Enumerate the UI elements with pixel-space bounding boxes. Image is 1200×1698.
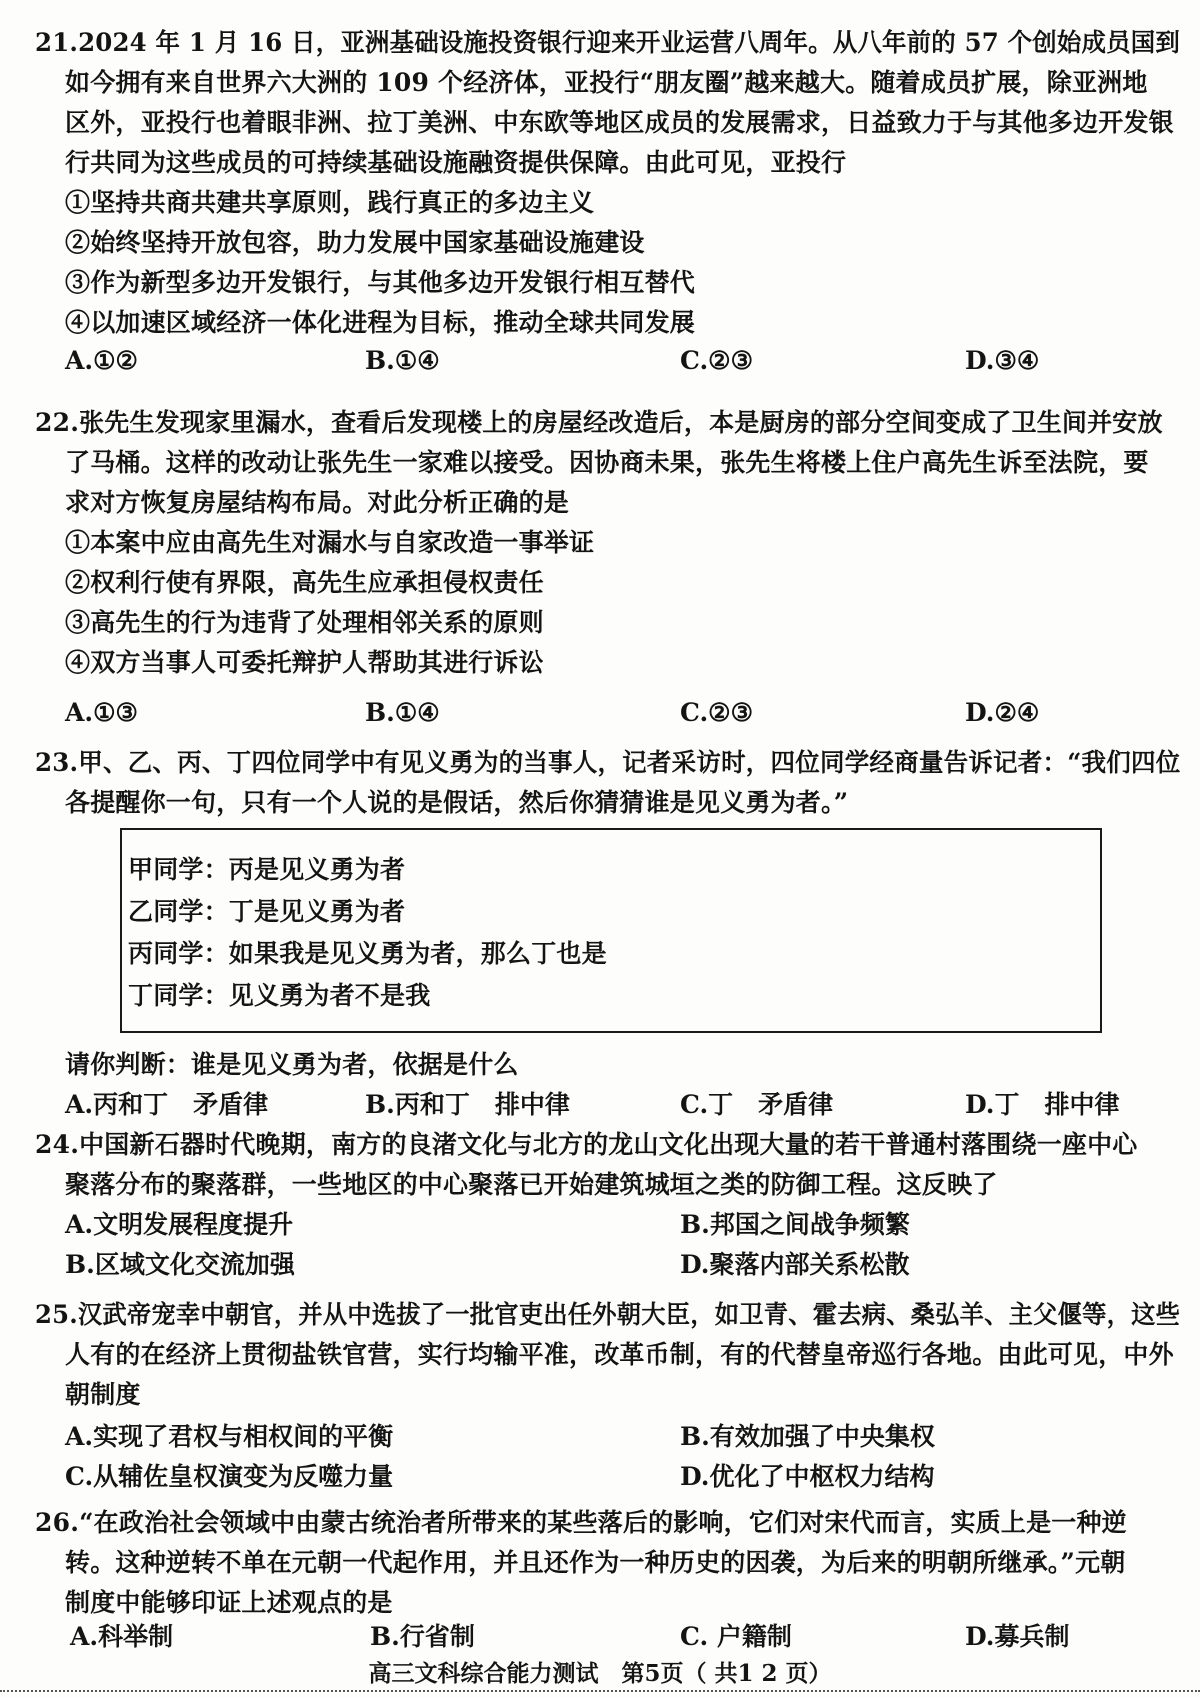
question-26-option-a: A.科举制: [70, 1622, 174, 1651]
question-25-option-c: C.从辅佐皇权演变为反噬力量: [65, 1462, 394, 1491]
question-23-option-b: B.丙和丁 排中律: [365, 1090, 570, 1119]
question-24-option-d: D.聚落内部关系松散: [680, 1250, 910, 1279]
question-23-option-a: A.丙和丁 矛盾律: [65, 1090, 269, 1119]
question-26-stem-line: 制度中能够印证上述观点的是: [65, 1588, 393, 1617]
question-21-item: ②始终坚持开放包容，助力发展中国家基础设施建设: [65, 228, 645, 257]
question-25-stem-line: 朝制度: [65, 1380, 141, 1409]
question-23-option-c: C.丁 矛盾律: [680, 1090, 834, 1119]
question-24-stem-line: 24.中国新石器时代晚期，南方的良渚文化与北方的龙山文化出现大量的若干普通村落围绕一座中心: [35, 1130, 1138, 1159]
question-25-option-b: B.有效加强了中央集权: [680, 1422, 935, 1451]
question-22-item: ①本案中应由高先生对漏水与自家改造一事举证: [65, 528, 595, 557]
question-25-stem-line: 25.汉武帝宠幸中朝官，并从中选拔了一批官吏出任外朝大臣，如卫青、霍去病、桑弘羊、主父偃等，这些: [35, 1300, 1181, 1329]
question-26-option-c: C. 户籍制: [680, 1622, 792, 1651]
question-22-item: ②权利行使有界限，高先生应承担侵权责任: [65, 568, 544, 597]
question-21-item: ④以加速区域经济一体化进程为目标，推动全球共同发展: [65, 308, 696, 337]
question-23-statement: 丁同学：见义勇为者不是我: [128, 981, 431, 1010]
question-23-statement: 丙同学：如果我是见义勇为者，那么丁也是: [128, 939, 607, 968]
question-21-stem-line: 区外，亚投行也着眼非洲、拉丁美洲、中东欧等地区成员的发展需求，日益致力于与其他多边开发银: [65, 108, 1174, 137]
question-21-stem-line: 21.2024 年 1 月 16 日，亚洲基础设施投资银行迎来开业运营八周年。从八年前的 57 个创始成员国到: [35, 28, 1181, 57]
question-22-stem-line: 求对方恢复房屋结构布局。对此分析正确的是: [65, 488, 570, 517]
question-26-stem-line: 转。这种逆转不单在元朝一代起作用，并且还作为一种历史的因袭，为后来的明朝所继承。”元朝: [65, 1548, 1126, 1577]
question-23-statement: 甲同学：丙是见义勇为者: [128, 855, 406, 884]
question-23-stem-line: 各提醒你一句，只有一个人说的是假话，然后你猜猜谁是见义勇为者。”: [65, 788, 849, 817]
question-22-option-a: A.①③: [65, 698, 138, 727]
question-25-option-d: D.优化了中枢权力结构: [680, 1462, 935, 1491]
page-footer: 高三文科综合能力测试 第5页（ 共1 2 页）: [368, 1660, 832, 1687]
question-21-option-d: D.③④: [965, 346, 1040, 375]
question-26-stem-line: 26.“在政治社会领域中由蒙古统治者所带来的某些落后的影响，它们对宋代而言，实质上是一种逆: [35, 1508, 1127, 1537]
question-23-statement: 乙同学：丁是见义勇为者: [128, 897, 406, 926]
question-22-option-b: B.①④: [365, 698, 440, 727]
question-23-prompt: 请你判断：谁是见义勇为者，依据是什么: [65, 1050, 519, 1079]
question-24-option-a: A.文明发展程度提升: [65, 1210, 294, 1239]
question-24-option-c: B.区域文化交流加强: [65, 1250, 295, 1279]
question-25-option-a: A.实现了君权与相权间的平衡: [65, 1422, 394, 1451]
question-22-stem-line: 了马桶。这样的改动让张先生一家难以接受。因协商未果，张先生将楼上住户高先生诉至法院，要: [65, 448, 1149, 477]
question-25-stem-line: 人有的在经济上贯彻盐铁官营，实行均输平准，改革币制，有的代替皇帝巡行各地。由此可见，中外: [65, 1340, 1174, 1369]
question-23-stem-line: 23.甲、乙、丙、丁四位同学中有见义勇为的当事人，记者采访时，四位同学经商量告诉记者：“我们四位: [35, 748, 1181, 777]
question-21-item: ③作为新型多边开发银行，与其他多边开发银行相互替代: [65, 268, 696, 297]
question-22-item: ③高先生的行为违背了处理相邻关系的原则: [65, 608, 544, 637]
question-21-option-b: B.①④: [365, 346, 440, 375]
question-26-option-b: B.行省制: [370, 1622, 475, 1651]
question-22-option-c: C.②③: [680, 698, 753, 727]
question-21-stem-line: 行共同为这些成员的可持续基础设施融资提供保障。由此可见，亚投行: [65, 148, 847, 177]
question-22-option-d: D.②④: [965, 698, 1040, 727]
question-24-option-b: B.邦国之间战争频繁: [680, 1210, 910, 1239]
question-24-stem-line: 聚落分布的聚落群，一些地区的中心聚落已开始建筑城垣之类的防御工程。这反映了: [65, 1170, 998, 1199]
question-21-item: ①坚持共商共建共享原则，践行真正的多边主义: [65, 188, 595, 217]
perforation-line: [0, 1690, 1200, 1692]
question-21-option-a: A.①②: [65, 346, 138, 375]
question-21-option-c: C.②③: [680, 346, 753, 375]
question-23-option-d: D.丁 排中律: [965, 1090, 1120, 1119]
question-22-stem-line: 22.张先生发现家里漏水，查看后发现楼上的房屋经改造后，本是厨房的部分空间变成了卫生间并安放: [35, 408, 1163, 437]
question-21-stem-line: 如今拥有来自世界六大洲的 109 个经济体，亚投行“朋友圈”越来越大。随着成员扩展，除亚洲地: [65, 68, 1148, 97]
question-26-option-d: D.募兵制: [965, 1622, 1070, 1651]
question-22-item: ④双方当事人可委托辩护人帮助其进行诉讼: [65, 648, 544, 677]
